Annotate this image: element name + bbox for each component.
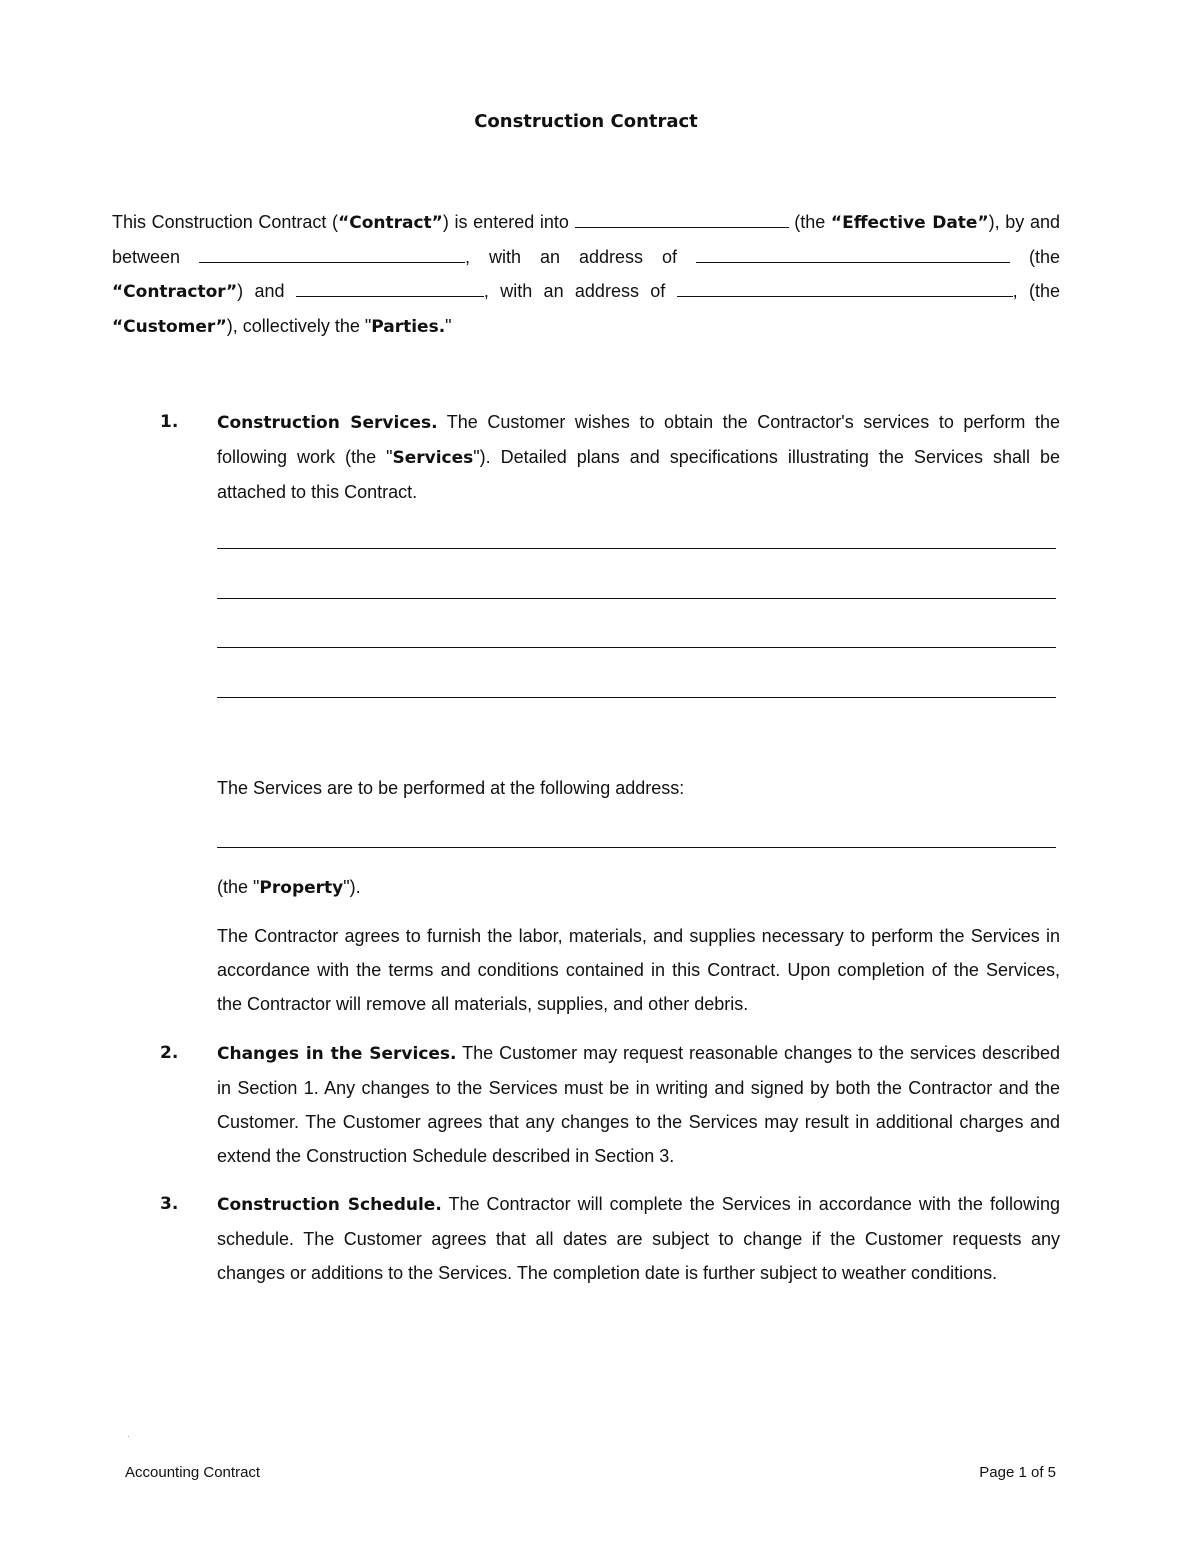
section-body: The Contractor will complete the Services in accordance with the following schedule. The Customer agrees that all dates are subject to change if the Customer requests any changes or additions to the Services. The completion date is further subject to weather conditions. xyxy=(217,1194,1061,1283)
intro-text: ) and xyxy=(237,281,296,301)
section-body: "). Detailed plans and specifications illustrating the Services shall be attached to this Contract. xyxy=(217,447,1061,502)
address-intro: The Services are to be performed at the following address: xyxy=(217,778,685,798)
intro-text: (the xyxy=(788,212,831,232)
intro-text: , with an address of xyxy=(483,281,677,301)
services-line-1[interactable] xyxy=(217,548,1056,549)
intro-text: ), collectively the " xyxy=(226,316,372,336)
contractor-address-blank[interactable] xyxy=(696,242,1010,263)
contractor-name-blank[interactable] xyxy=(199,242,465,263)
intro-text: ), by and between xyxy=(112,212,1060,267)
customer-name-blank[interactable] xyxy=(296,276,484,297)
section-3-text xyxy=(217,1187,1060,1290)
term-customer: “Customer” xyxy=(112,317,227,337)
section-1-text xyxy=(217,405,1060,509)
section-1 xyxy=(112,405,1060,509)
term-effective-date: “Effective Date” xyxy=(830,213,989,233)
footer-page-number: Page 1 of 5 xyxy=(979,1464,1056,1481)
intro-text: This Construction Contract ( xyxy=(112,212,339,232)
services-line-3[interactable] xyxy=(217,647,1056,648)
intro-text: " xyxy=(445,316,452,336)
intro-text: , with an address of xyxy=(465,247,696,267)
property-address-line[interactable] xyxy=(217,847,1056,848)
customer-address-blank[interactable] xyxy=(677,276,1013,297)
furnish-paragraph: The Contractor agrees to furnish the labor, materials, and supplies necessary to perform the Services in accordance with the terms and conditions contained in this Contract. Upon completion of the Services, the Contractor will remove all materials, supplies, and other debris. xyxy=(217,926,1060,1014)
section-number: 1. xyxy=(160,412,179,432)
footer-document-name: Accounting Contract xyxy=(125,1464,261,1481)
intro-text: , (the xyxy=(1012,281,1060,301)
property-label xyxy=(217,870,1060,905)
section-number: 3. xyxy=(160,1194,179,1214)
section-2 xyxy=(112,1036,1060,1173)
intro-text: (the xyxy=(1009,247,1060,267)
section-2-text xyxy=(217,1036,1060,1173)
property-text: (the " xyxy=(217,877,260,897)
term-parties: Parties. xyxy=(371,317,446,337)
section-number: 2. xyxy=(160,1043,179,1063)
term-contract: “Contract” xyxy=(338,213,443,233)
property-text: "). xyxy=(343,877,361,897)
section-heading: Construction Services. xyxy=(217,413,438,433)
section-heading: Construction Schedule. xyxy=(217,1195,442,1215)
section-3 xyxy=(112,1187,1060,1290)
section-body: The Customer wishes to obtain the Contractor's services to perform the following work (the " xyxy=(217,412,1060,467)
footer-mark: · xyxy=(127,1432,130,1441)
section-body: The Customer may request reasonable changes to the services described in Section 1. Any changes to the Services must be in writing and signed by both the Contractor and the Customer. The Customer agrees that any changes to the Services may result in additional charges and extend the Construction Schedule described in Section 3. xyxy=(217,1043,1060,1166)
services-line-4[interactable] xyxy=(217,697,1056,698)
document-title: Construction Contract xyxy=(474,111,698,132)
effective-date-blank[interactable] xyxy=(575,207,789,228)
term-property: Property xyxy=(259,878,344,898)
intro-paragraph xyxy=(112,205,1060,344)
services-line-2[interactable] xyxy=(217,598,1056,599)
intro-text: ) is entered into xyxy=(442,212,575,232)
term-contractor: “Contractor” xyxy=(112,282,238,302)
term-services: Services xyxy=(392,448,474,468)
section-heading: Changes in the Services. xyxy=(217,1044,457,1064)
